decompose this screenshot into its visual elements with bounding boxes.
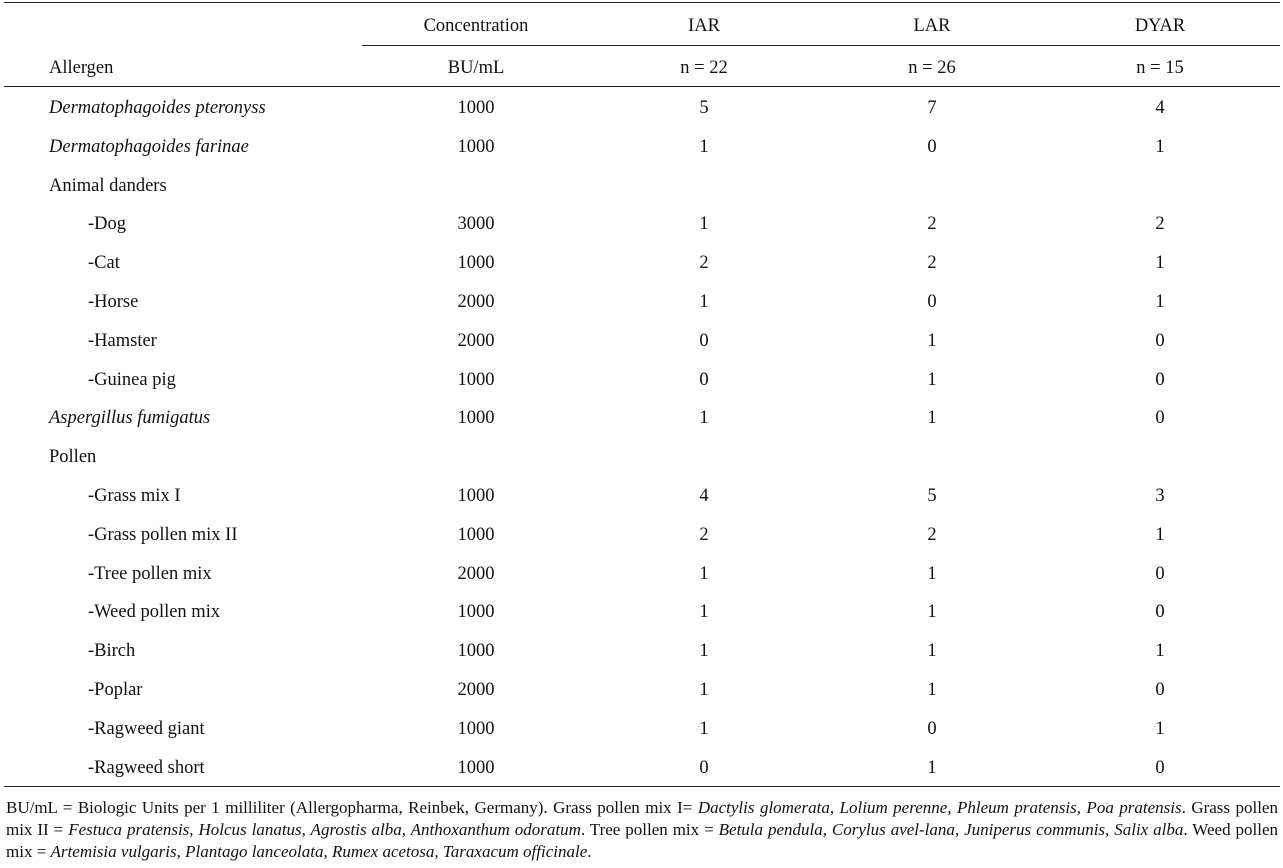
cell-dyar: 4 xyxy=(1155,98,1165,118)
allergen-label: -Ragweed short xyxy=(88,758,205,778)
cell-iar: 1 xyxy=(699,680,709,700)
cell-lar: 1 xyxy=(927,758,937,778)
cell-dyar: 0 xyxy=(1155,331,1165,351)
cell-concentration: 1000 xyxy=(457,602,495,622)
cell-iar: 5 xyxy=(699,98,709,118)
cell-iar: 1 xyxy=(699,408,709,428)
cell-lar: 1 xyxy=(927,564,937,584)
cell-iar: 1 xyxy=(699,641,709,661)
cell-lar: 0 xyxy=(927,292,937,312)
cell-concentration: 3000 xyxy=(457,214,495,234)
cell-iar: 0 xyxy=(699,370,709,390)
cell-concentration: 1000 xyxy=(457,137,495,157)
cell-iar: 0 xyxy=(699,758,709,778)
footnote-text: . Grass pollen mix II = xyxy=(6,798,1278,839)
cell-lar: 2 xyxy=(927,214,937,234)
allergen-label: -Grass mix I xyxy=(88,486,181,506)
footnote-text: . Weed pollen mix = xyxy=(6,820,1279,861)
cell-dyar: 1 xyxy=(1155,253,1165,273)
cell-concentration: 1000 xyxy=(457,253,495,273)
header-concentration-unit: BU/mL xyxy=(447,58,505,78)
cell-dyar: 1 xyxy=(1155,641,1165,661)
header-group-rule xyxy=(362,45,1280,46)
header-iar: IAR xyxy=(688,16,720,36)
allergen-label: -Poplar xyxy=(88,680,143,700)
cell-concentration: 1000 xyxy=(457,408,495,428)
allergen-label: Animal danders xyxy=(49,176,167,196)
cell-lar: 2 xyxy=(927,525,937,545)
cell-lar: 1 xyxy=(927,602,937,622)
footnote-species: Dactylis glomerata, Lolium perenne, Phleum pratensis, Poa pratensis xyxy=(697,798,1182,817)
cell-dyar: 0 xyxy=(1155,408,1165,428)
footnote-species: Artemisia vulgaris, Plantago lanceolata, Rumex acetosa, Taraxacum officinale xyxy=(50,842,588,861)
cell-dyar: 0 xyxy=(1155,758,1165,778)
cell-iar: 4 xyxy=(699,486,709,506)
footnote-text: BU/mL = Biologic Units per 1 milliliter (Allergopharma, Reinbek, Germany). Grass pollen mix I= xyxy=(6,798,698,817)
allergen-label: -Grass pollen mix II xyxy=(88,525,238,545)
cell-dyar: 1 xyxy=(1155,719,1165,739)
cell-iar: 2 xyxy=(699,253,709,273)
cell-lar: 1 xyxy=(927,331,937,351)
cell-dyar: 1 xyxy=(1155,292,1165,312)
cell-lar: 0 xyxy=(927,137,937,157)
cell-dyar: 1 xyxy=(1155,525,1165,545)
header-lar-n: n = 26 xyxy=(908,58,956,78)
allergen-label: -Cat xyxy=(88,253,120,273)
allergen-label: -Dog xyxy=(88,214,127,234)
cell-dyar: 0 xyxy=(1155,680,1165,700)
cell-lar: 2 xyxy=(927,253,937,273)
cell-dyar: 2 xyxy=(1155,214,1165,234)
header-iar-n: n = 22 xyxy=(680,58,728,78)
cell-concentration: 1000 xyxy=(457,370,495,390)
footnote-text: . Tree pollen mix = xyxy=(580,820,719,839)
cell-dyar: 1 xyxy=(1155,137,1165,157)
cell-iar: 1 xyxy=(699,137,709,157)
header-concentration: Concentration xyxy=(423,16,529,36)
cell-concentration: 1000 xyxy=(457,641,495,661)
allergen-label: Pollen xyxy=(49,447,97,467)
cell-dyar: 0 xyxy=(1155,564,1165,584)
allergen-label: -Horse xyxy=(88,292,139,312)
header-bottom-rule xyxy=(4,86,1280,87)
allergen-label: Aspergillus fumigatus xyxy=(49,408,211,428)
allergen-label: -Guinea pig xyxy=(88,370,176,390)
header-allergen: Allergen xyxy=(49,58,114,78)
cell-concentration: 2000 xyxy=(457,564,495,584)
header-dyar: DYAR xyxy=(1134,16,1186,36)
cell-concentration: 1000 xyxy=(457,98,495,118)
table-footnote xyxy=(6,797,1278,863)
cell-concentration: 2000 xyxy=(457,292,495,312)
cell-iar: 1 xyxy=(699,292,709,312)
cell-lar: 1 xyxy=(927,370,937,390)
header-dyar-n: n = 15 xyxy=(1136,58,1184,78)
cell-dyar: 0 xyxy=(1155,370,1165,390)
cell-lar: 5 xyxy=(927,486,937,506)
top-rule xyxy=(4,2,1280,3)
allergen-label: -Hamster xyxy=(88,331,157,351)
cell-lar: 1 xyxy=(927,408,937,428)
allergen-label: -Ragweed giant xyxy=(88,719,205,739)
footnote-species: Betula pendula, Corylus avel-lana, Juniperus communis, Salix alba xyxy=(718,820,1184,839)
cell-iar: 0 xyxy=(699,331,709,351)
footnote-species: Festuca pratensis, Holcus lanatus, Agrostis alba, Anthoxanthum odoratum xyxy=(68,820,581,839)
table-bottom-rule xyxy=(4,786,1280,787)
footnote-text: . xyxy=(587,842,592,861)
cell-dyar: 0 xyxy=(1155,602,1165,622)
cell-lar: 7 xyxy=(927,98,937,118)
cell-concentration: 1000 xyxy=(457,486,495,506)
cell-iar: 1 xyxy=(699,719,709,739)
cell-concentration: 1000 xyxy=(457,758,495,778)
header-lar: LAR xyxy=(913,16,951,36)
cell-iar: 2 xyxy=(699,525,709,545)
allergen-label: -Birch xyxy=(88,641,136,661)
cell-concentration: 2000 xyxy=(457,331,495,351)
cell-lar: 1 xyxy=(927,641,937,661)
allergen-label: Dermatophagoides pteronyss xyxy=(49,98,266,118)
allergen-label: -Tree pollen mix xyxy=(88,564,212,584)
cell-lar: 1 xyxy=(927,680,937,700)
cell-iar: 1 xyxy=(699,564,709,584)
allergen-label: Dermatophagoides farinae xyxy=(49,137,249,157)
cell-iar: 1 xyxy=(699,602,709,622)
cell-concentration: 1000 xyxy=(457,525,495,545)
cell-iar: 1 xyxy=(699,214,709,234)
cell-lar: 0 xyxy=(927,719,937,739)
cell-concentration: 2000 xyxy=(457,680,495,700)
cell-concentration: 1000 xyxy=(457,719,495,739)
cell-dyar: 3 xyxy=(1155,486,1165,506)
allergen-label: -Weed pollen mix xyxy=(88,602,221,622)
